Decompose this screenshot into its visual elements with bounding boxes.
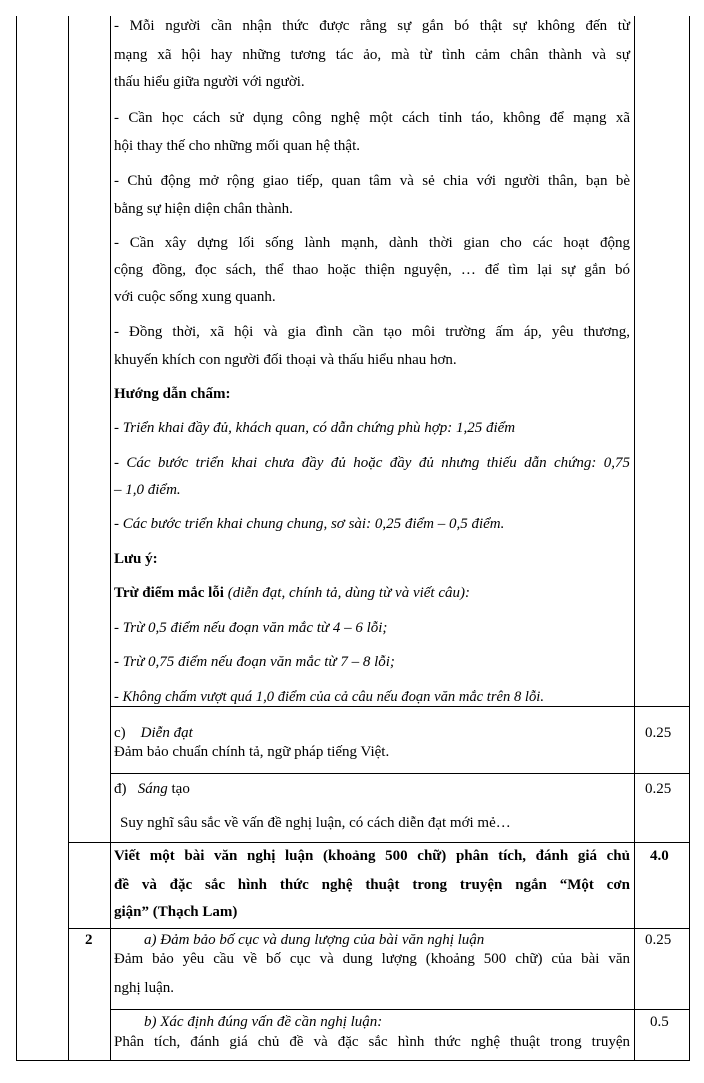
text-line: - Đồng thời, xã hội và gia đình cần tạo môi trường ấm áp, yêu thương,	[114, 324, 630, 340]
section-a-body: nghị luận.	[114, 980, 174, 996]
section-b-heading: b) Xác định đúng vấn đề cần nghị luận:	[144, 1014, 383, 1030]
section-d-body: Suy nghĩ sâu sắc về vấn đề nghị luận, có cách diễn đạt mới mẻ…	[120, 815, 511, 831]
row-divider	[110, 706, 690, 707]
text-line: bằng sự hiện diện chân thành.	[114, 201, 293, 217]
section-d-heading	[114, 781, 190, 798]
table-border	[16, 1060, 690, 1061]
section-a-body: Đảm bảo yêu cầu về bố cục và dung lượng (khoảng 500 chữ) của bài văn	[114, 951, 630, 967]
text-line: - Cần xây dựng lối sống lành mạnh, dành thời gian cho các hoạt động	[114, 235, 630, 251]
deduct-item: - Không chấm vượt quá 1,0 điểm của cả câu nếu đoạn văn mắc trên 8 lỗi.	[114, 689, 544, 705]
text-line: khuyến khích con người đối thoại và thấu hiểu nhau hơn.	[114, 352, 457, 368]
text-line: thấu hiểu giữa người với người.	[114, 74, 305, 90]
essay-prompt: Viết một bài văn nghị luận (khoảng 500 chữ) phân tích, đánh giá chủ	[114, 848, 630, 864]
table-border	[110, 16, 111, 1061]
score-cell: 0.25	[645, 725, 672, 741]
text-line: hội thay thế cho những mối quan hệ thật.	[114, 138, 360, 154]
deduct-item: - Trừ 0,75 điểm nếu đoạn văn mắc từ 7 – 8 lỗi;	[114, 654, 395, 670]
deduct-heading: Trừ điểm mắc lỗi	[114, 585, 224, 601]
section-c-body: Đảm bảo chuẩn chính tả, ngữ pháp tiếng Việt.	[114, 744, 390, 760]
deduct-item: - Trừ 0,5 điểm nếu đoạn văn mắc từ 4 – 6 lỗi;	[114, 620, 388, 636]
section-a-heading: a) Đảm bảo bố cục và dung lượng của bài văn nghị luận	[144, 932, 485, 948]
table-border	[689, 16, 690, 1061]
score-cell: 0.5	[650, 1014, 669, 1030]
text-line: với cuộc sống xung quanh.	[114, 289, 276, 305]
deduct-detail: (diễn đạt, chính tả, dùng từ và viết câu):	[227, 585, 470, 601]
section-c-heading	[114, 725, 193, 742]
essay-prompt: giận” (Thạch Lam)	[114, 904, 238, 920]
score-cell: 4.0	[650, 848, 669, 864]
guide-item: – 1,0 điểm.	[114, 482, 181, 498]
section-marker: đ)	[114, 781, 127, 797]
note-heading: Lưu ý:	[114, 551, 158, 567]
row-divider	[68, 842, 690, 843]
row-divider	[110, 773, 690, 774]
guide-heading: Hướng dẫn chấm:	[114, 386, 231, 402]
row-divider	[68, 928, 690, 929]
section-b-body: Phân tích, đánh giá chủ đề và đặc sắc hình thức nghệ thuật trong truyện	[114, 1034, 630, 1050]
row-divider	[110, 1009, 690, 1010]
answer-key-table	[16, 16, 690, 1061]
score-cell: 0.25	[645, 932, 672, 948]
table-border	[634, 16, 635, 1061]
section-marker: c)	[114, 725, 126, 741]
section-title-suffix: tạo	[171, 781, 190, 797]
guide-item: - Triển khai đầy đủ, khách quan, có dẫn chứng phù hợp: 1,25 điểm	[114, 420, 516, 436]
text-line: mạng xã hội hay những tương tác ảo, mà từ tình cảm chân thành và sự	[114, 47, 630, 63]
text-line: cộng đồng, đọc sách, thể thao hoặc thiện nguyện, … để tìm lại sự gắn bó	[114, 262, 630, 278]
text-line: - Cần học cách sử dụng công nghệ một cách tỉnh táo, không để mạng xã	[114, 110, 630, 126]
table-border	[68, 16, 69, 1061]
guide-item: - Các bước triển khai chung chung, sơ sài: 0,25 điểm – 0,5 điểm.	[114, 516, 505, 532]
score-cell: 0.25	[645, 781, 672, 797]
guide-item: - Các bước triển khai chưa đầy đủ hoặc đầy đủ nhưng thiếu dẫn chứng: 0,75	[114, 455, 630, 471]
text-line: - Chủ động mở rộng giao tiếp, quan tâm và sẻ chia với người thân, bạn bè	[114, 173, 630, 189]
section-title: Diễn đạt	[140, 725, 193, 741]
deduct-line	[114, 585, 470, 602]
essay-prompt: đề và đặc sắc hình thức nghệ thuật trong truyện ngắn “Một cơn	[114, 877, 630, 893]
table-border	[16, 16, 17, 1061]
question-number: 2	[85, 932, 93, 948]
text-line: - Mỗi người cần nhận thức được rằng sự gắn bó thật sự không đến từ	[114, 18, 630, 34]
section-title: Sáng	[137, 781, 168, 797]
